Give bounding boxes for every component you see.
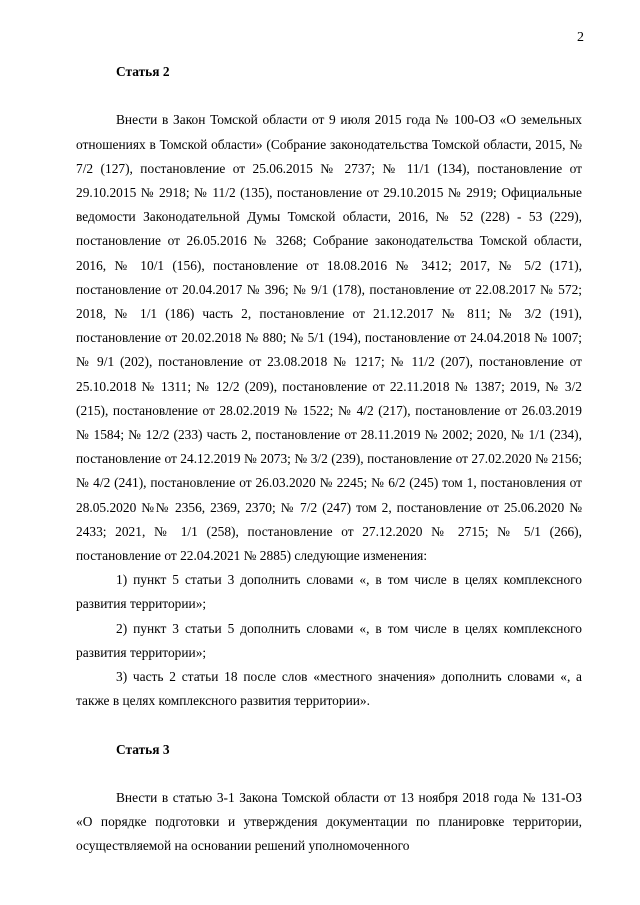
article-3-intro: Внести в статью 3-1 Закона Томской области от 13 ноября 2018 года № 131-ОЗ «О порядке подготовки и утверждения документации по планировке территории, осуществляемой на основании решений уполномоченного: [76, 790, 582, 854]
article-2-item-1: 1) пункт 5 статьи 3 дополнить словами «, в том числе в целях комплексного развития территории»;: [76, 572, 582, 612]
spacer: [76, 84, 582, 108]
article-3-heading: Статья 3: [116, 741, 170, 757]
spacer: [76, 762, 582, 786]
article-2-item-2: 2) пункт 3 статьи 5 дополнить словами «, в том числе в целях комплексного развития территории»;: [76, 620, 582, 660]
spacer: [76, 713, 582, 737]
article-2-heading: Статья 2: [116, 64, 170, 79]
page-number: 2: [577, 30, 584, 45]
article-2-intro: Внести в Закон Томской области от 9 июля 2015 года № 100-ОЗ «О земельных отношениях в Томской области» (Собрание законодательства Томской области, 2015, № 7/2 (127), постановление от 25.06.2015 № 2737; № 11/1 (134), постановление от 29.10.2015 № 2918; № 11/2 (135), постановление от 29.10.2015 № 2919; Официальные ведомости Законодательной Думы Томской области, 2016, № 52 (228) - 53 (229), постановление от 26.05.2016 № 3268; Собрание законодательства Томской области, 2016, № 10/1 (156), постановление от 18.08.2016 № 3412; 2017, № 5/2 (171), постановление от 20.04.2017 № 396; № 9/1 (178), постановление от 22.08.2017 № 572; 2018, № 1/1 (186) часть 2, постановление от 21.12.2017 № 811; № 3/2 (191), постановление от 20.02.2018 № 880; № 5/1 (194), постановление от 24.04.2018 № 1007; № 9/1 (202), постановление от 23.08.2018 № 1217; № 11/2 (207), постановление от 25.10.2018 № 1311; № 12/2 (209), постановление от 22.11.2018 № 1387; 2019, № 3/2 (215), постановление от 28.02.2019 № 1522; № 4/2 (217), постановление от 26.03.2019 № 1584; № 12/2 (233) часть 2, постановление от 28.11.2019 № 2002; 2020, № 1/1 (234), постановление от 24.12.2019 № 2073; № 3/2 (239), постановление от 27.02.2020 № 2156; № 4/2 (241), постановление от 26.03.2020 № 2245; № 6/2 (245) том 1, постановления от 28.05.2020 №№ 2356, 2369, 2370; № 7/2 (247) том 2, постановление от 25.06.2020 № 2433; 2021, № 1/1 (258), постановление от 27.12.2020 № 2715; № 5/1 (266), постановление от 22.04.2021 № 2885) следующие изменения:: [76, 112, 582, 564]
article-2-item-3: 3) часть 2 статьи 18 после слов «местного значения» дополнить словами «, а также в целях комплексного развития территории».: [76, 669, 582, 709]
document-body: [76, 60, 582, 859]
